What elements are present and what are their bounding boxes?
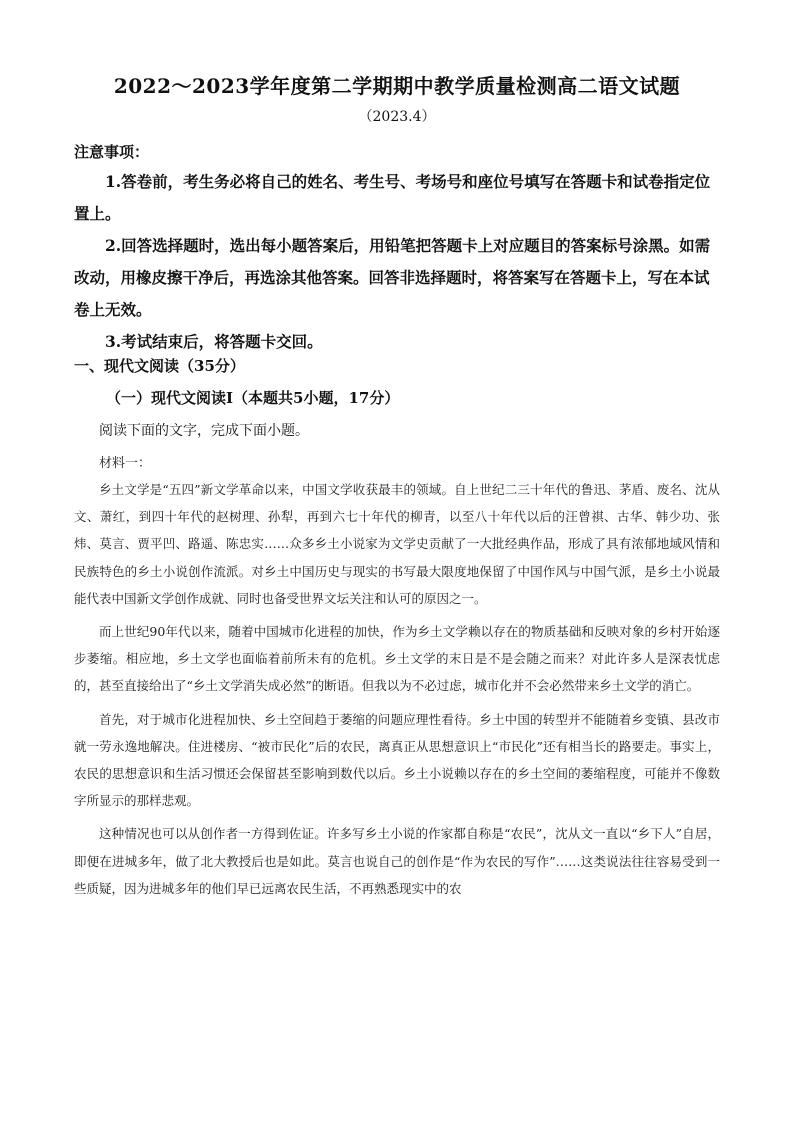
sub-section-heading: （一）现代文阅读Ⅰ（本题共5小题，17分） — [106, 389, 400, 407]
material-body — [74, 476, 720, 908]
body-paragraph: 这种情况也可以从创作者一方得到佐证。许多写乡土小说的作家都自称是“农民”，沈从文一直以“乡下人”自居，即便在进城多年，做了北大教授后也是如此。莫言也说自己的创作是“作为农民的写作”……这类说法往往容易受到一些质疑，因为进城多年的他们早已远离农民生活，不再熟悉现实中的农 — [74, 826, 720, 896]
body-paragraph: 首先，对于城市化进程加快、乡土空间趋于萎缩的问题应理性看待。乡土中国的转型并不能随着乡变镇、县改市就一劳永逸地解决。住进楼房、“被市民化”后的农民，离真正从思想意识上“市民化”还有相当长的路要走。事实上，农民的思想意识和生活习惯还会保留甚至影响到数代以后。乡土小说赖以存在的乡土空间的萎缩程度，可能并不像数字所显示的那样悲观。 — [74, 711, 720, 809]
body-paragraph: 而上世纪90年代以来，随着中国城市化进程的加快，作为乡土文学赖以存在的物质基础和反映对象的乡村开始逐步萎缩。相应地，乡土文学也面临着前所未有的危机。乡土文学的末日是不是会随之而来？对此许多人是深表忧虑的，甚至直接给出了“乡土文学消失成必然”的断语。但我以为不必过虑，城市化并不会必然带来乡土文学的消亡。 — [74, 624, 720, 694]
notes-heading: 注意事项： — [74, 143, 150, 161]
exam-date: （2023.4） — [358, 109, 436, 125]
reading-instruction: 阅读下面的文字，完成下面小题。 — [99, 423, 309, 439]
section-heading: 一、现代文阅读（35分） — [74, 357, 245, 375]
exam-title: 2022～2023学年度第二学期期中教学质量检测高二语文试题 — [113, 74, 681, 98]
note-item: 1.答卷前，考生务必将自己的姓名、考生号、考场号和座位号填写在答题卡和试卷指定位置上。 — [74, 172, 711, 223]
note-item: 3.考试结束后，将答题卡交回。 — [105, 332, 323, 351]
notes-list — [74, 166, 720, 358]
body-paragraph: 乡土文学是“五四”新文学革命以来，中国文学收获最丰的领域。自上世纪二三十年代的鲁迅、茅盾、废名、沈从文、萧红，到四十年代的赵树理、孙犁，再到六七十年代的柳青，以至八十年代以后的汪曾祺、古华、韩少功、张炜、莫言、贾平凹、路遥、陈忠实……众多乡土小说家为文学史贡献了一大批经典作品，形成了具有浓郁地域风情和民族特色的乡土小说创作流派。对乡土中国历史与现实的书写最大限度地保留了中国作风与中国气派，是乡土小说最能代表中国新文学创作成就、同时也备受世界文坛关注和认可的原因之一。 — [74, 482, 720, 606]
material-label: 材料一： — [99, 456, 152, 471]
note-item: 2.回答选择题时，选出每小题答案后，用铅笔把答题卡上对应题目的答案标号涂黑。如需改动，用橡皮擦干净后，再选涂其他答案。回答非选择题时，将答案写在答题卡上，写在本试卷上无效。 — [74, 236, 711, 319]
